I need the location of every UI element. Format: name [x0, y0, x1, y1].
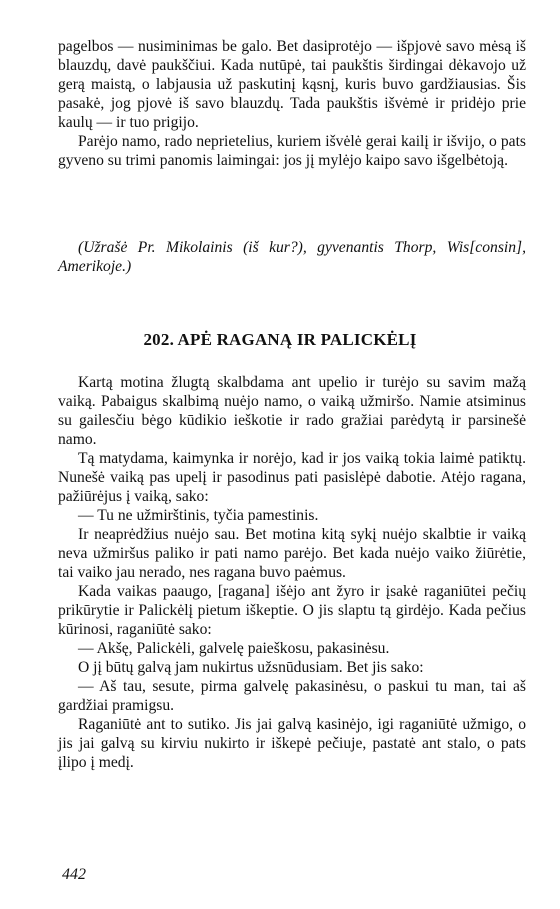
- dialogue-line: — Tu ne užmirštinis, tyčia pamestinis.: [78, 507, 319, 524]
- story-text: [58, 373, 526, 772]
- paragraph: Kartą motina žlugtą skalbdama ant upelio ir turėjo su savim mažą vaiką. Pabaigus skalbimą nuėjo namo, o vaiką užmiršo. Namie atsiminus su gailesčiu bėgo kūdikio ieškotie ir rado gražiai parėdytą ir parsinešė namo.: [58, 374, 526, 448]
- paragraph: Raganiūtė ant to sutiko. Jis jai galvą kasinėjo, igi raganiūtė užmigo, o jis jai galvą su kirviu nukirto ir iškepė pečiuje, pastatė ant stalo, o pats įlipo į medį.: [58, 716, 526, 771]
- paragraph: Ir neaprėdžius nuėjo sau. Bet motina kitą sykį nuėjo skalbtie ir vaiką neva užmiršus paliko ir pati namo parėjo. Bet kada nuėjo vaiko žiūrėtie, tai vaiko jau nerado, nes ragana buvo paėmus.: [58, 526, 526, 581]
- continuation-text: [58, 37, 526, 170]
- paragraph: Tą matydama, kaimynka ir norėjo, kad ir jos vaiką tokia laimė patiktų. Nunešė vaiką pas upelį ir pasodinus pati pasislėpė dabotie. Atėjo ragana, pažiūrėjus į vaiką, sako:: [58, 450, 526, 505]
- paragraph: O jį būtų galvą jam nukirtus užsnūdusiam. Bet jis sako:: [78, 659, 424, 676]
- dialogue-line: — Aš tau, sesute, pirma galvelę pakasinėsu, o paskui tu man, tai aš gardžiai pramigsu.: [58, 678, 526, 714]
- dialogue-line: — Akšę, Palickėli, galvelę paieškosu, pakasinėsu.: [78, 640, 390, 657]
- story-title: 202. APĖ RAGANĄ IR PALICKĖLĮ: [143, 330, 417, 349]
- source-note: (Užrašė Pr. Mikolainis (iš kur?), gyvenantis Thorp, Wis[consin], Amerikoje.): [58, 239, 526, 275]
- paragraph: Kada vaikas paaugo, [ragana] išėjo ant žyro ir įsakė raganiūtei pečių prikūrytie ir Palickėlį pietum iškeptie. O jis slaptu tą girdėjo. Kada pečius kūrinosi, raganiūtė sako:: [58, 583, 526, 638]
- paragraph: Parėjo namo, rado neprietelius, kuriem išvėlė gerai kailį ir išvijo, o pats gyveno su trimi panomis laimingai: jos jį mylėjo kaipo savo išgelbėtoją.: [58, 133, 526, 169]
- paragraph: pagelbos — nusiminimas be galo. Bet dasiprotėjo — išpjovė savo mėsą iš blauzdų, davė paukščiui. Kada nutūpė, tai paukštis širdingai dėkavojo už gerą maistą, o labjausia už paskutinį kąsnį, kuris buvo gardžiausias. Šis pasakė, jog pjovė iš savo blauzdų. Tada paukštis išvėmė ir pridėjo prie kaulų — ir tuo prigijo.: [58, 38, 526, 131]
- page-number: 442: [62, 866, 86, 883]
